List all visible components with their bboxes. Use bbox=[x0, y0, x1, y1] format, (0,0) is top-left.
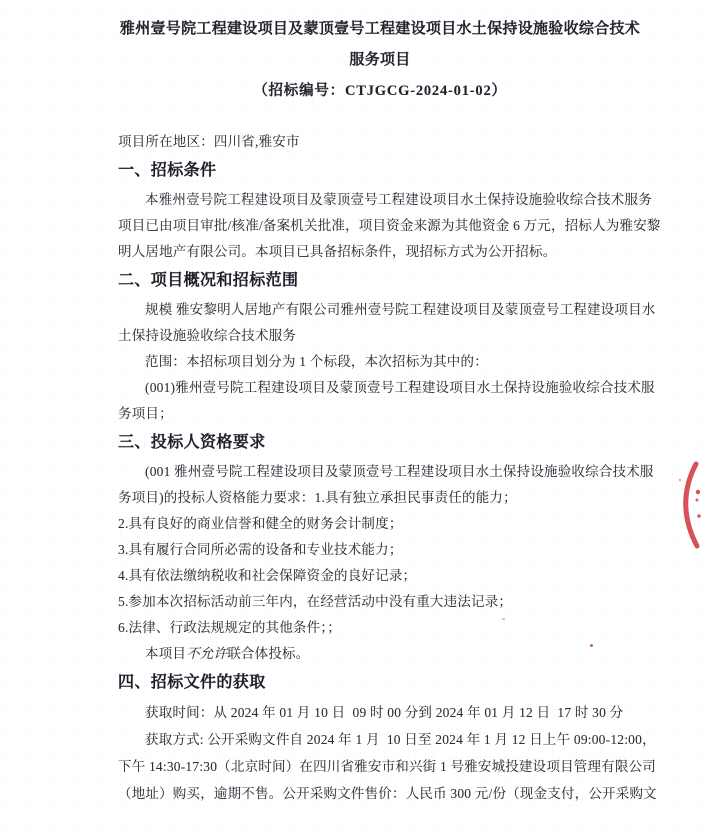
document-title-line-1: 雅州壹号院工程建设项目及蒙顶壹号工程建设项目水土保持设施验收综合技术 bbox=[119, 21, 641, 37]
section-3-heading: 三、投标人资格要求 bbox=[118, 434, 266, 451]
section-2-heading: 二、项目概况和招标范围 bbox=[118, 272, 299, 289]
section-project-overview-scope bbox=[118, 267, 656, 427]
text-line: 务项目)的投标人资格能力要求：1.具有独立承担民事责任的能力； bbox=[118, 490, 517, 505]
text-line: 明人居地产有限公司。本项目已具备招标条件，现招标方式为公开招标。 bbox=[118, 244, 557, 259]
note-emphasis: 不允许 bbox=[186, 646, 228, 661]
text-line: 下午 14:30-17:30（北京时间）在四川省雅安市和兴街 1 号雅安城投建设项目管理有限公司 bbox=[118, 759, 656, 774]
text-line: 项目已由项目审批/核准/备案机关批准，项目资金来源为其他资金 6 万元，招标人为雅安黎 bbox=[118, 218, 661, 233]
text-line: (001)雅州壹号院工程建设项目及蒙顶壹号工程建设项目水土保持设施验收综合技术服 bbox=[145, 380, 655, 395]
text-line: 2.具有良好的商业信誉和健全的财务会计制度； bbox=[118, 516, 403, 531]
text-line: 范围：本招标项目划分为 1 个标段，本次招标为其中的： bbox=[145, 354, 488, 369]
red-ink-speck bbox=[590, 644, 593, 647]
note-prefix: 本项目 bbox=[145, 646, 187, 661]
document-title-line-2: 服务项目 bbox=[349, 52, 411, 68]
text-line: 务项目； bbox=[118, 406, 173, 421]
project-location-line: 项目所在地区：四川省,雅安市 bbox=[118, 134, 300, 149]
text-line: 4.具有依法缴纳税收和社会保障资金的良好记录； bbox=[118, 568, 417, 583]
tender-number-line: （招标编号：CTJGCG-2024-01-02） bbox=[253, 83, 507, 99]
text-line: 3.具有履行合同所必需的设备和专业技术能力； bbox=[118, 542, 403, 557]
text-line: 获取方式: 公开采购文件自 2024 年 1 月 10 日至 2024 年 1 月 12 日上午 09:00-12:00， bbox=[145, 732, 656, 747]
section-1-heading: 一、招标条件 bbox=[118, 162, 217, 179]
title-body-spacer bbox=[118, 107, 642, 129]
text-line: 本雅州壹号院工程建设项目及蒙顶壹号工程建设项目水土保持设施验收综合技术服务 bbox=[145, 192, 652, 207]
no-consortium-note bbox=[118, 641, 642, 667]
text-line: 土保持设施验收综合技术服务 bbox=[118, 328, 297, 343]
section-bidder-qualifications bbox=[118, 429, 654, 667]
text-line: (001 雅州壹号院工程建设项目及蒙顶壹号工程建设项目水土保持设施验收综合技术服 bbox=[145, 464, 654, 479]
section-document-acquisition bbox=[118, 669, 657, 807]
text-line: 获取时间：从 2024 年 01 月 10 日 09 时 00 分到 2024 年 01 月 12 日 17 时 30 分 bbox=[145, 705, 624, 720]
text-line: （地址）购买，逾期不售。公开采购文件售价：人民币 300 元/份（现金支付，公开采购文 bbox=[118, 786, 657, 801]
text-line: 5.参加本次招标活动前三年内，在经营活动中没有重大违法记录； bbox=[118, 594, 513, 609]
section-4-heading: 四、招标文件的获取 bbox=[118, 674, 266, 691]
gray-scan-speck bbox=[502, 618, 505, 620]
section-bid-conditions bbox=[118, 157, 661, 265]
red-seal-edge-mark bbox=[674, 448, 708, 558]
text-line: 6.法律、行政法规规定的其他条件；； bbox=[118, 620, 341, 635]
text-line: 规模 雅安黎明人居地产有限公司雅州壹号院工程建设项目及蒙顶壹号工程建设项目水 bbox=[145, 302, 656, 317]
document-body bbox=[118, 14, 661, 807]
note-suffix: 联合体投标。 bbox=[227, 646, 310, 661]
